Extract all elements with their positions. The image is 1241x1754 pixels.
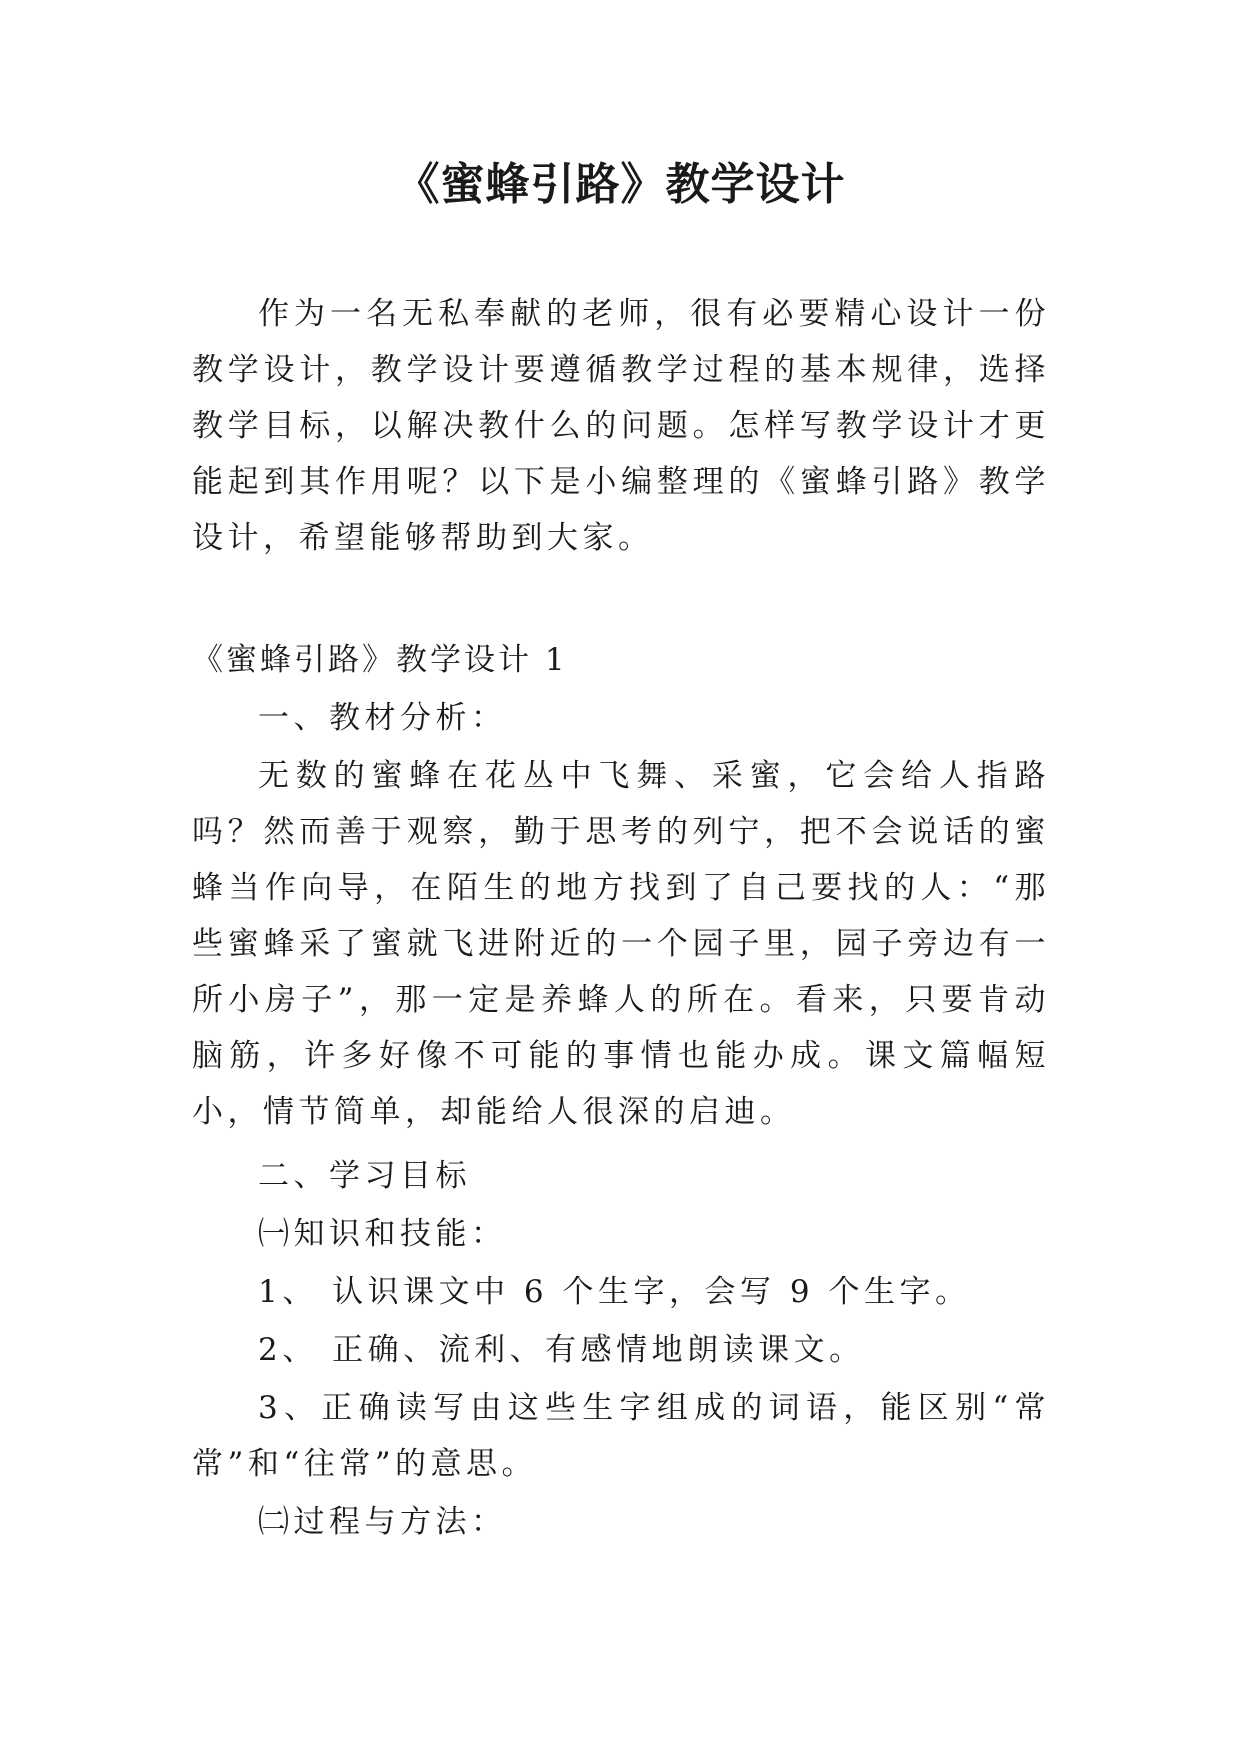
heading-learning-goals: 二、学习目标 — [258, 1158, 471, 1194]
heading-textbook-analysis: 一、教材分析： — [258, 700, 507, 736]
list-item-2: 2、 正确、流利、有感情地朗读课文。 — [258, 1332, 865, 1368]
document-body — [192, 286, 1050, 1550]
list-item-3: 3、正确读写由这些生字组成的词语，能区别“常常”和“往常”的意思。 — [192, 1390, 1050, 1482]
subheading-process-methods: ㈡过程与方法： — [258, 1504, 507, 1540]
list-item-1: 1、 认识课文中 6 个生字，会写 9 个生字。 — [258, 1274, 971, 1310]
subheading-knowledge-skills: ㈠知识和技能： — [258, 1216, 507, 1252]
document-title: 《蜜蜂引路》教学设计 — [395, 159, 846, 210]
textbook-analysis-paragraph: 无数的蜜蜂在花丛中飞舞、采蜜，它会给人指路吗？然而善于观察，勤于思考的列宁，把不会说话的蜜蜂当作向导，在陌生的地方找到了自己要找的人：“那些蜜蜂采了蜜就飞进附近的一个园子里，园子旁边有一所小房子”，那一定是养蜂人的所在。看来，只要肯动脑筋，许多好像不可能的事情也能办成。课文篇幅短小，情节简单，却能给人很深的启迪。 — [192, 758, 1050, 1130]
section-title: 《蜜蜂引路》教学设计 1 — [192, 642, 568, 678]
intro-paragraph: 作为一名无私奉献的老师，很有必要精心设计一份教学设计，教学设计要遵循教学过程的基本规律，选择教学目标，以解决教什么的问题。怎样写教学设计才更能起到其作用呢？以下是小编整理的《蜜蜂引路》教学设计，希望能够帮助到大家。 — [192, 296, 1050, 556]
